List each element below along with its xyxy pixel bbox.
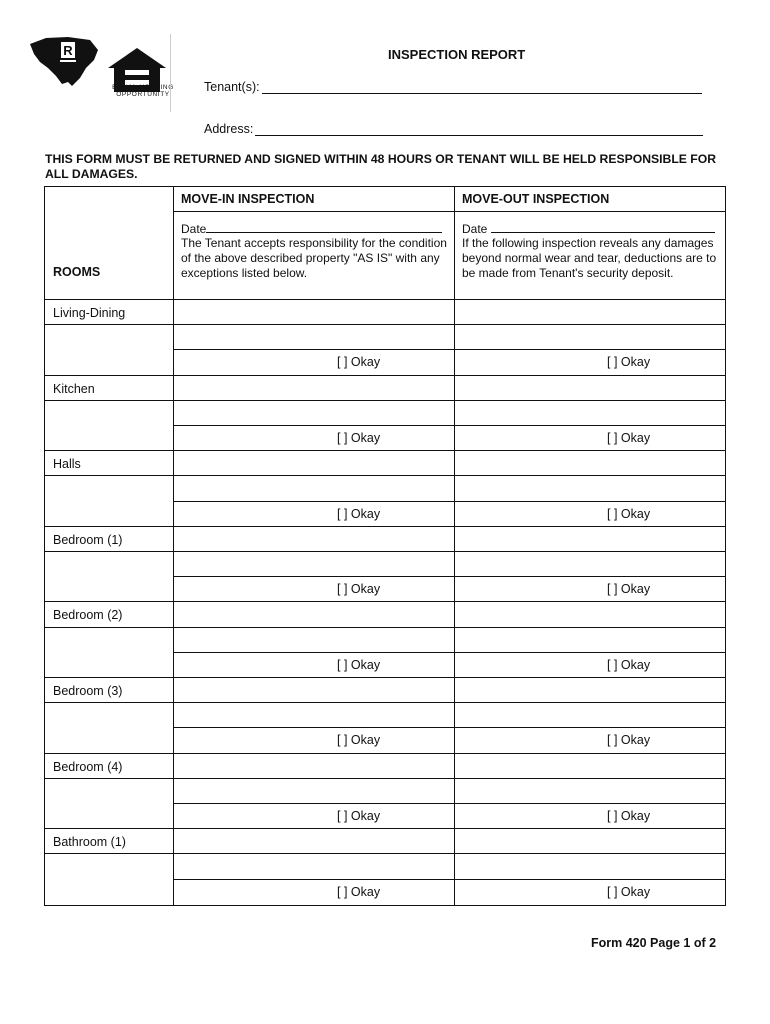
equal-housing-text: EQUAL HOUSING OPPORTUNITY bbox=[112, 84, 174, 98]
move-out-description: If the following inspection reveals any damages beyond normal wear and tear, deductions are to be made from Tenant's security deposit. bbox=[462, 236, 717, 280]
move-in-okay-checkbox[interactable]: [ ] Okay bbox=[337, 884, 381, 899]
inspection-row-divider bbox=[173, 879, 725, 880]
rooms-header: ROOMS bbox=[53, 265, 101, 279]
move-in-title: MOVE-IN INSPECTION bbox=[181, 192, 315, 206]
move-in-okay-checkbox[interactable]: [ ] Okay bbox=[337, 431, 381, 445]
move-in-date-row[interactable] bbox=[181, 221, 449, 237]
move-in-okay-checkbox[interactable]: [ ] Okay bbox=[337, 506, 381, 521]
room-label-divider bbox=[45, 400, 725, 401]
notice-text: THIS FORM MUST BE RETURNED AND SIGNED WITHIN 48 HOURS OR TENANT WILL BE HELD RESPONSIBLE FOR ALL DAMAGES. bbox=[45, 152, 717, 181]
move-out-okay-checkbox[interactable]: [ ] Okay bbox=[607, 506, 651, 521]
inspection-row-divider bbox=[173, 652, 725, 653]
room-divider bbox=[45, 375, 725, 376]
move-in-okay-checkbox[interactable]: [ ] Okay bbox=[337, 657, 381, 672]
inspection-row-divider bbox=[173, 425, 725, 426]
move-out-okay-checkbox[interactable]: [ ] Okay bbox=[607, 733, 651, 748]
page-title: INSPECTION REPORT bbox=[388, 47, 526, 62]
room-label: Bathroom (1) bbox=[53, 835, 126, 850]
room-divider bbox=[45, 828, 725, 829]
move-in-okay-checkbox[interactable]: [ ] Okay bbox=[337, 733, 381, 748]
move-in-okay-checkbox[interactable]: [ ] Okay bbox=[337, 582, 381, 597]
room-label: Bedroom (3) bbox=[53, 684, 123, 698]
page-footer: Form 420 Page 1 of 2 bbox=[591, 936, 717, 950]
room-label-divider bbox=[45, 324, 725, 325]
move-in-description: The Tenant accepts responsibility for the condition of the above described property "AS IS" with any exceptions listed below. bbox=[181, 236, 447, 280]
address-label: Address: bbox=[204, 122, 254, 136]
logo-area bbox=[28, 34, 178, 104]
move-out-title: MOVE-OUT INSPECTION bbox=[462, 192, 610, 206]
room-label-divider bbox=[45, 627, 725, 628]
room-divider bbox=[45, 601, 725, 602]
move-in-date-line[interactable] bbox=[206, 221, 442, 233]
room-divider bbox=[45, 450, 725, 451]
room-divider bbox=[45, 299, 725, 300]
tenant-field[interactable] bbox=[204, 80, 702, 94]
move-in-okay-checkbox[interactable]: [ ] Okay bbox=[337, 355, 381, 370]
inspection-row-divider bbox=[173, 803, 725, 804]
column-divider-rooms bbox=[173, 187, 174, 905]
room-divider bbox=[45, 526, 725, 527]
address-input-line[interactable] bbox=[255, 122, 703, 136]
move-in-date-label: Date bbox=[181, 222, 207, 236]
address-field[interactable] bbox=[204, 122, 703, 136]
column-divider-movein bbox=[454, 187, 455, 905]
inspection-row-divider bbox=[173, 576, 725, 577]
logo-divider bbox=[170, 34, 171, 112]
room-label: Halls bbox=[53, 457, 81, 472]
move-out-okay-checkbox[interactable]: [ ] Okay bbox=[607, 809, 651, 823]
move-out-date-line[interactable] bbox=[491, 221, 715, 233]
inspection-table bbox=[44, 186, 726, 906]
room-label: Bedroom (1) bbox=[53, 532, 123, 547]
room-label-divider bbox=[45, 702, 725, 703]
room-label-divider bbox=[45, 475, 725, 476]
room-divider bbox=[45, 753, 725, 754]
move-out-okay-checkbox[interactable]: [ ] Okay bbox=[607, 884, 651, 899]
tenant-input-line[interactable] bbox=[262, 80, 702, 94]
room-label-divider bbox=[45, 853, 725, 854]
inspection-row-divider bbox=[173, 349, 725, 350]
header-title-divider bbox=[173, 211, 725, 212]
inspection-row-divider bbox=[173, 501, 725, 502]
move-out-date-label: Date bbox=[462, 222, 488, 236]
move-out-okay-checkbox[interactable]: [ ] Okay bbox=[607, 431, 651, 445]
room-divider bbox=[45, 677, 725, 678]
room-label: Kitchen bbox=[53, 381, 95, 396]
room-label-divider bbox=[45, 551, 725, 552]
room-label: Bedroom (2) bbox=[53, 608, 123, 623]
room-label: Bedroom (4) bbox=[53, 759, 123, 774]
move-out-date-row[interactable] bbox=[462, 221, 720, 237]
move-out-okay-checkbox[interactable]: [ ] Okay bbox=[607, 582, 651, 597]
realtor-logo-icon bbox=[28, 34, 100, 92]
move-out-okay-checkbox[interactable]: [ ] Okay bbox=[607, 657, 651, 672]
room-label-divider bbox=[45, 778, 725, 779]
move-out-okay-checkbox[interactable]: [ ] Okay bbox=[607, 355, 651, 370]
inspection-row-divider bbox=[173, 727, 725, 728]
svg-text:R: R bbox=[63, 43, 73, 58]
move-in-okay-checkbox[interactable]: [ ] Okay bbox=[337, 809, 381, 823]
tenant-label: Tenant(s): bbox=[204, 80, 260, 94]
room-label: Living-Dining bbox=[53, 306, 126, 320]
